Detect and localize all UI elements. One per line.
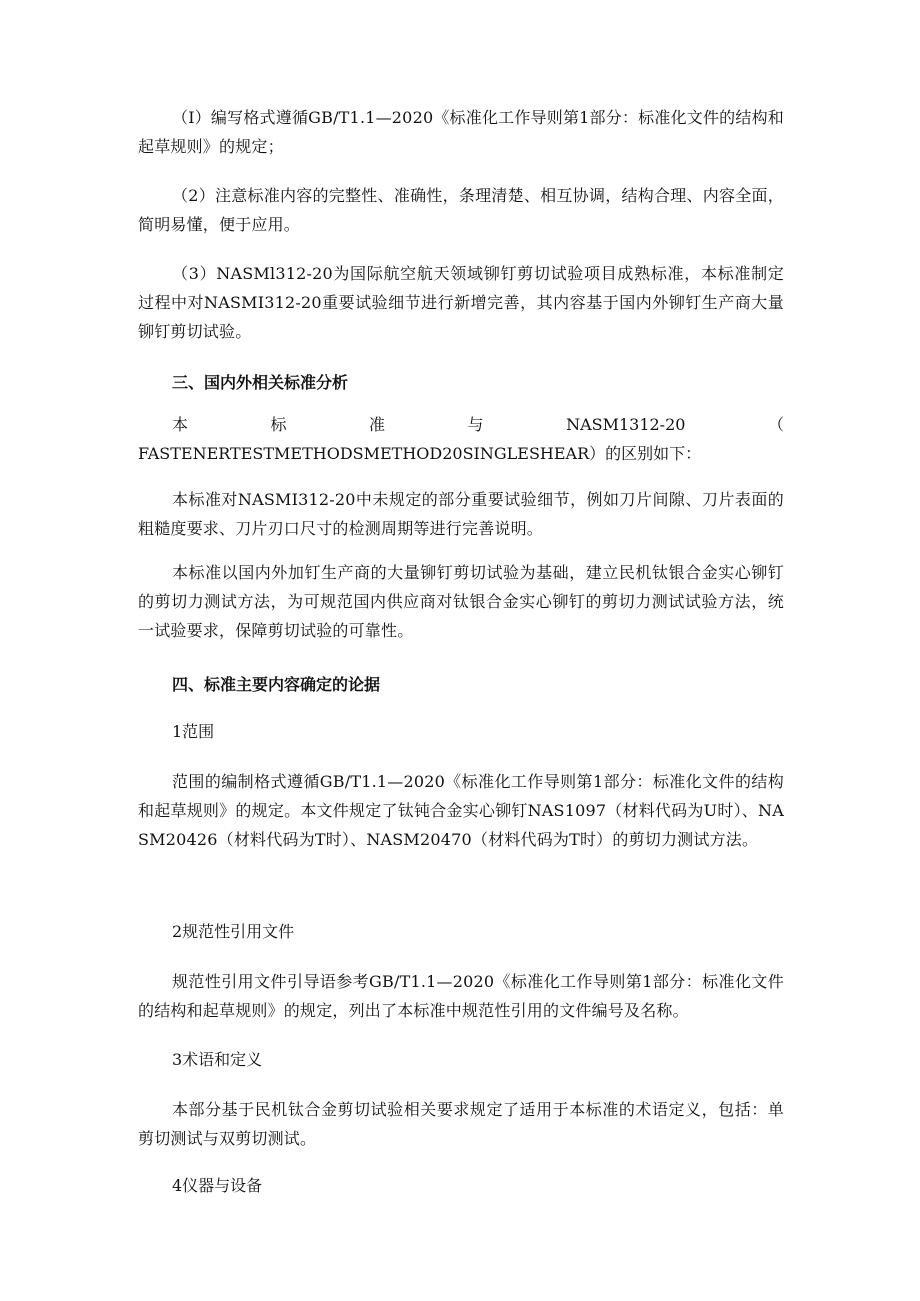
compare-word: 准: [369, 415, 386, 434]
subsection-heading-normative-references: 2规范性引用文件: [172, 922, 295, 941]
compare-bracket: （: [767, 415, 784, 434]
section-3-paragraph-2: 本标准以国内外加钉生产商的大量铆钉剪切试验为基础，建立民机钛银合金实心铆钉的剪切力测试方法，为可规范国内供应商对钛银合金实心铆钉的剪切力测试试验方法，统一试验要求，保障剪切试验的可靠性。: [138, 563, 784, 640]
comparison-intro-line2: FASTENERTESTMETHODSMETHOD20SINGLESHEAR）的区别如下：: [138, 444, 702, 463]
subsection-heading-terms: 3术语和定义: [172, 1050, 263, 1069]
principle-1: （I）编写格式遵循GB/T1.1—2020《标准化工作导则第1部分：标准化文件的结构和起草规则》的规定；: [138, 108, 784, 156]
comparison-intro: [138, 410, 784, 468]
compare-word: 与: [467, 415, 484, 434]
compare-word: 本: [172, 415, 189, 434]
section-3-paragraph-1: 本标准对NASMI312-20中未规定的部分重要试验细节，例如刀片间隙、刀片表面的粗糙度要求、刀片刃口尺寸的检测周期等进行完善说明。: [138, 490, 784, 538]
compare-word: 标: [270, 415, 287, 434]
terms-paragraph: 本部分基于民机钛合金剪切试验相关要求规定了适用于本标准的术语定义，包括：单剪切测试与双剪切测试。: [138, 1100, 784, 1148]
compare-standard: NASM1312-20: [566, 415, 686, 434]
section-3-title: 三、国内外相关标准分析: [172, 373, 349, 392]
principle-3: （3）NASMl312-20为国际航空航天领域铆钉剪切试验项目成熟标准，本标准制定过程中对NASMI312-20重要试验细节进行新增完善，其内容基于国内外铆钉生产商大量铆钉剪切试验。: [138, 264, 784, 341]
section-4-title: 四、标准主要内容确定的论据: [172, 675, 381, 694]
subsection-heading-equipment: 4仪器与设备: [172, 1176, 263, 1195]
subsection-heading-scope: 1范围: [172, 722, 215, 741]
scope-paragraph: 范围的编制格式遵循GB/T1.1—2020《标准化工作导则第1部分：标准化文件的结构和起草规则》的规定。本文件规定了钛钝合金实心铆钉NAS1097（材料代码为U时）、NASM20426（材料代码为T时）、NASM20470（材料代码为T时）的剪切力测试方法。: [138, 772, 784, 849]
comparison-intro-line1: [138, 410, 784, 439]
normative-references-paragraph: 规范性引用文件引导语参考GB/T1.1—2020《标准化工作导则第1部分：标准化文件的结构和起草规则》的规定，列出了本标准中规范性引用的文件编号及名称。: [138, 972, 784, 1020]
principle-2: （2）注意标准内容的完整性、准确性，条理清楚、相互协调，结构合理、内容全面，简明易懂，便于应用。: [138, 186, 784, 234]
